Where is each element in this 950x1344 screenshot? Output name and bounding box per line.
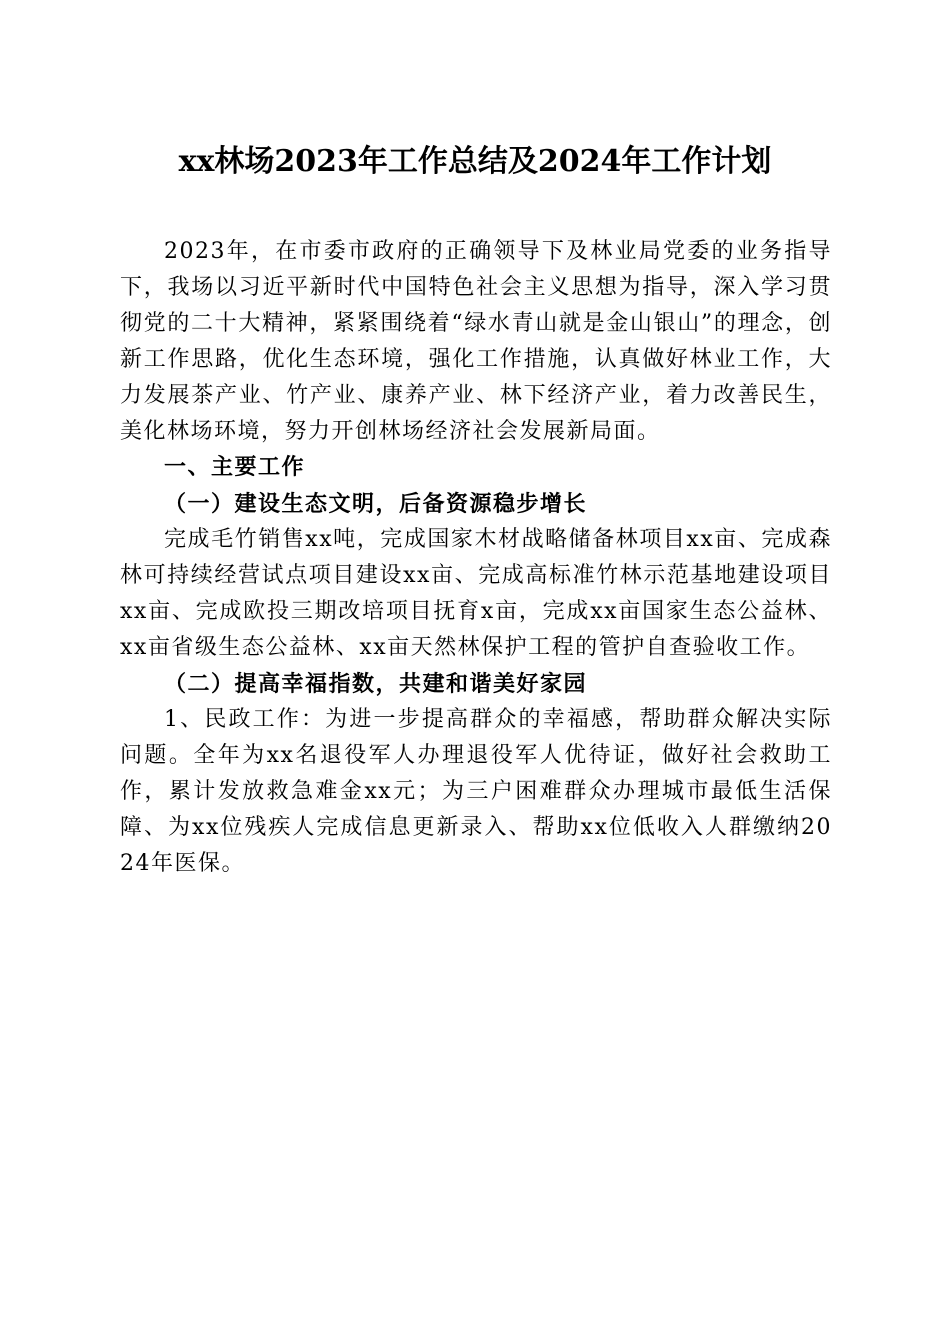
civil-affairs-paragraph: 1、民政工作：为进一步提高群众的幸福感，帮助群众解决实际问题。全年为xx名退役军人办理退役军人优待证，做好社会救助工作，累计发放救急难金xx元；为三户困难群众办理城市最低生活保障、为xx位残疾人完成信息更新录入、帮助xx位低收入人群缴纳2024年医保。 [120,707,832,876]
section-heading-main-work: 一、主要工作 [164,455,306,480]
subsection-heading-ecology: （一）建设生态文明，后备资源稳步增长 [164,491,588,517]
subsection-heading-wellbeing: （二）提高幸福指数，共建和谐美好家园 [164,671,588,697]
document-body [120,234,832,882]
intro-paragraph: 2023年，在市委市政府的正确领导下及林业局党委的业务指导下，我场以习近平新时代中国特色社会主义思想为指导，深入学习贯彻党的二十大精神，紧紧围绕着“绿水青山就是金山银山”的理念，创新工作思路，优化生态环境，强化工作措施，认真做好林业工作，大力发展茶产业、竹产业、康养产业、林下经济产业，着力改善民生，美化林场环境，努力开创林场经济社会发展新局面。 [120,239,832,444]
document-title: xx林场2023年工作总结及2024年工作计划 [178,144,772,179]
ecology-paragraph: 完成毛竹销售xx吨，完成国家木材战略储备林项目xx亩、完成森林可持续经营试点项目建设xx亩、完成高标准竹林示范基地建设项目xx亩、完成欧投三期改培项目抚育x亩，完成xx亩国家生态公益林、xx亩省级生态公益林、xx亩天然林保护工程的管护自查验收工作。 [120,527,832,660]
